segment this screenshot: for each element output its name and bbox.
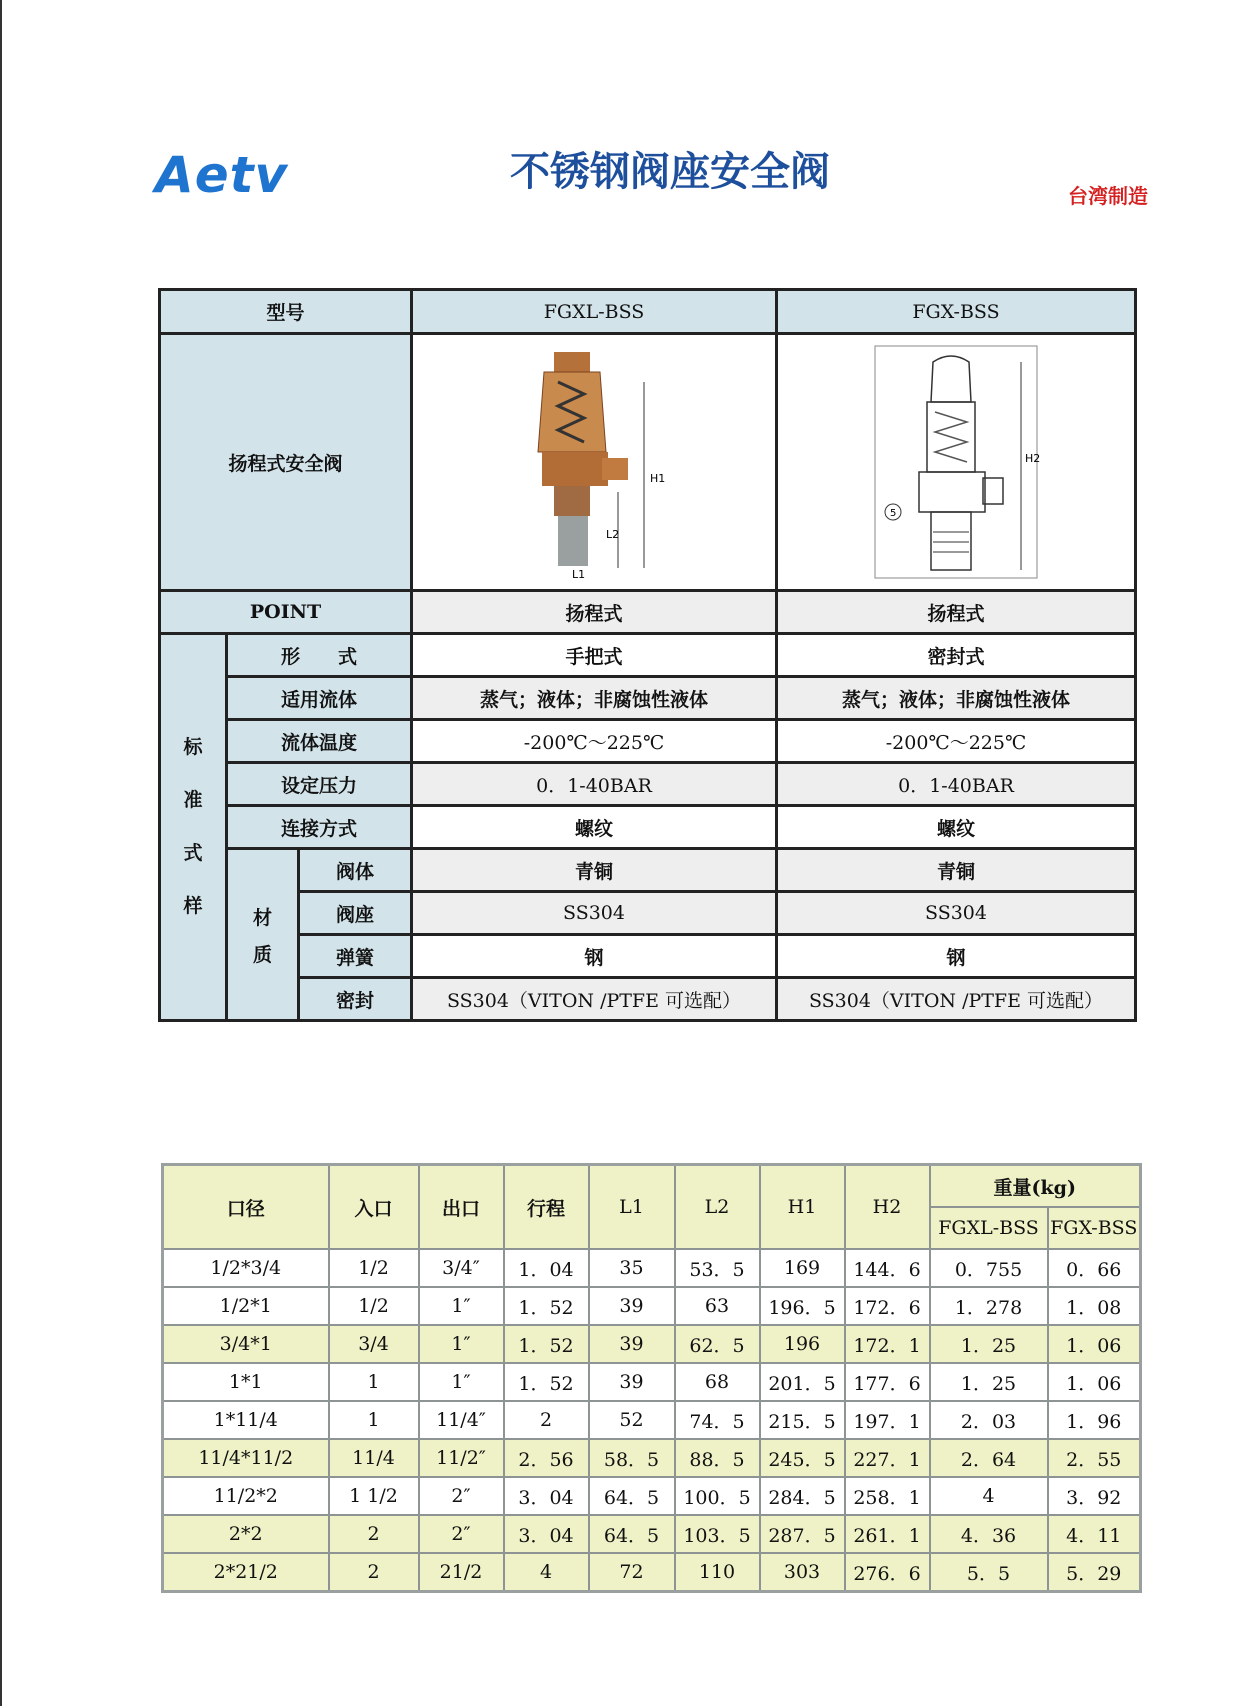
dims-cell: 62．5 <box>675 1325 760 1363</box>
dims-row <box>163 1401 1141 1439</box>
dims-cell: 5．5 <box>930 1553 1048 1592</box>
material-cell: SS304（VITON /PTFE 可选配） <box>777 978 1136 1021</box>
dims-cell: 3/4 <box>329 1325 419 1363</box>
dims-cell: 88．5 <box>675 1439 760 1477</box>
material-cell: SS304 <box>412 892 777 935</box>
fgx-h2-label: H2 <box>1025 452 1041 465</box>
dims-body <box>163 1249 1141 1592</box>
fgxl-l2-label: L2 <box>606 528 620 541</box>
fgx-drawing-cell <box>777 334 1136 591</box>
dims-row <box>163 1325 1141 1363</box>
dims-header-cell: H2 <box>845 1165 930 1250</box>
dims-cell: 11/2″ <box>419 1439 504 1477</box>
dims-cell: 1 <box>329 1363 419 1401</box>
dims-cell: 64．5 <box>589 1515 675 1553</box>
dims-header-cell: L1 <box>589 1165 675 1250</box>
dims-row <box>163 1553 1141 1592</box>
dims-cell: 100．5 <box>675 1477 760 1515</box>
dims-cell: 2″ <box>419 1477 504 1515</box>
dims-row <box>163 1477 1141 1515</box>
dims-cell: 227．1 <box>845 1439 930 1477</box>
spec-row <box>160 720 1136 763</box>
dims-cell: 284．5 <box>760 1477 845 1515</box>
dims-row <box>163 1439 1141 1477</box>
fgxl-h1-label: H1 <box>650 472 666 485</box>
dims-cell: 3．92 <box>1048 1477 1141 1515</box>
dims-cell: 58．5 <box>589 1439 675 1477</box>
image-row <box>160 334 1136 591</box>
dims-cell: 303 <box>760 1553 845 1592</box>
weight-sub-fgxl: FGXL-BSS <box>930 1207 1048 1249</box>
material-cell: 钢 <box>777 935 1136 978</box>
dims-cell: 3/4″ <box>419 1249 504 1287</box>
dims-cell: 1．08 <box>1048 1287 1141 1325</box>
model-fgx: FGX-BSS <box>777 290 1136 334</box>
material-row-label: 密封 <box>299 978 412 1021</box>
material-char: 质 <box>252 943 272 966</box>
dims-cell: 2 <box>329 1515 419 1553</box>
dims-cell: 1/2 <box>329 1287 419 1325</box>
dimensions-table <box>161 1163 1142 1593</box>
spec-cell: 密封式 <box>777 634 1136 677</box>
dims-cell: 172．1 <box>845 1325 930 1363</box>
material-row-label: 阀座 <box>299 892 412 935</box>
spec-cell: -200℃～225℃ <box>777 720 1136 763</box>
dims-cell: 11/4″ <box>419 1401 504 1439</box>
dims-cell: 1．96 <box>1048 1401 1141 1439</box>
dims-header-cell: L2 <box>675 1165 760 1250</box>
dims-cell: 196．5 <box>760 1287 845 1325</box>
dims-cell: 2．56 <box>504 1439 589 1477</box>
material-row <box>160 892 1136 935</box>
dims-header-row <box>163 1165 1141 1208</box>
weight-sub-fgx: FGX-BSS <box>1048 1207 1141 1249</box>
spec-table <box>158 288 1137 1022</box>
dims-cell: 52 <box>589 1401 675 1439</box>
dims-header-cell: 行程 <box>504 1165 589 1250</box>
group-char: 标 <box>183 736 203 758</box>
dims-row <box>163 1515 1141 1553</box>
spec-header-row <box>160 290 1136 334</box>
spec-row <box>160 806 1136 849</box>
dims-header-cell: H1 <box>760 1165 845 1250</box>
spec-cell: 0．1-40BAR <box>412 763 777 806</box>
point-fgx: 扬程式 <box>777 591 1136 634</box>
dims-cell: 3．04 <box>504 1515 589 1553</box>
dims-cell: 1．06 <box>1048 1363 1141 1401</box>
spec-cell: 蒸气；液体；非腐蚀性液体 <box>412 677 777 720</box>
fgxl-drawing-cell <box>412 334 777 591</box>
dims-cell: 144．6 <box>845 1249 930 1287</box>
dims-cell: 2．03 <box>930 1401 1048 1439</box>
dims-cell: 1/2 <box>329 1249 419 1287</box>
spec-cell: 螺纹 <box>412 806 777 849</box>
dims-cell: 276．6 <box>845 1553 930 1592</box>
spec-row-label: 形 式 <box>227 634 412 677</box>
dims-cell: 177．6 <box>845 1363 930 1401</box>
dims-cell: 258．1 <box>845 1477 930 1515</box>
spec-row-label: 适用流体 <box>227 677 412 720</box>
material-row-label: 弹簧 <box>299 935 412 978</box>
material-cell: 青铜 <box>412 849 777 892</box>
dims-cell: 1．25 <box>930 1325 1048 1363</box>
dims-cell: 172．6 <box>845 1287 930 1325</box>
dims-cell: 1/2*1 <box>163 1287 329 1325</box>
group-char: 样 <box>183 895 203 917</box>
material-row <box>160 849 1136 892</box>
spec-row-label: 设定压力 <box>227 763 412 806</box>
dims-cell: 5．29 <box>1048 1553 1141 1592</box>
material-group-label <box>227 849 299 1021</box>
dims-cell: 2*2 <box>163 1515 329 1553</box>
dims-cell: 1．278 <box>930 1287 1048 1325</box>
dims-cell: 2．55 <box>1048 1439 1141 1477</box>
material-char: 材 <box>252 906 272 929</box>
weight-header: 重量(kg) <box>930 1165 1141 1208</box>
dims-cell: 11/4*11/2 <box>163 1439 329 1477</box>
material-cell: SS304 <box>777 892 1136 935</box>
dims-cell: 4．11 <box>1048 1515 1141 1553</box>
dims-header-cell: 口径 <box>163 1165 329 1250</box>
page-title: 不锈钢阀座安全阀 <box>510 148 830 195</box>
dims-cell: 1*1 <box>163 1363 329 1401</box>
material-cell: 钢 <box>412 935 777 978</box>
dims-cell: 261．1 <box>845 1515 930 1553</box>
dims-cell: 197．1 <box>845 1401 930 1439</box>
fgxl-valve-drawing-icon <box>514 342 674 582</box>
spec-cell: 螺纹 <box>777 806 1136 849</box>
point-row <box>160 591 1136 634</box>
dims-cell: 0．66 <box>1048 1249 1141 1287</box>
dims-cell: 74．5 <box>675 1401 760 1439</box>
dims-cell: 1/2*3/4 <box>163 1249 329 1287</box>
dims-cell: 35 <box>589 1249 675 1287</box>
material-row-label: 阀体 <box>299 849 412 892</box>
dims-cell: 0．755 <box>930 1249 1048 1287</box>
spec-row <box>160 677 1136 720</box>
image-row-label: 扬程式安全阀 <box>160 334 412 591</box>
spec-row <box>160 763 1136 806</box>
dims-cell: 21/2 <box>419 1553 504 1592</box>
model-fgxl: FGXL-BSS <box>412 290 777 334</box>
dims-cell: 1″ <box>419 1363 504 1401</box>
fgx-valve-drawing-icon <box>871 342 1041 582</box>
dims-cell: 110 <box>675 1553 760 1592</box>
dims-cell: 2″ <box>419 1515 504 1553</box>
dims-cell: 1．04 <box>504 1249 589 1287</box>
dims-header-cell: 入口 <box>329 1165 419 1250</box>
dims-cell: 53．5 <box>675 1249 760 1287</box>
dims-cell: 169 <box>760 1249 845 1287</box>
page-left-border <box>0 0 2 1706</box>
dims-cell: 201．5 <box>760 1363 845 1401</box>
dims-cell: 1．06 <box>1048 1325 1141 1363</box>
dims-cell: 1．25 <box>930 1363 1048 1401</box>
dims-cell: 1．52 <box>504 1325 589 1363</box>
dims-cell: 2 <box>504 1401 589 1439</box>
dims-cell: 103．5 <box>675 1515 760 1553</box>
fgx-part-5-label: 5 <box>890 508 897 519</box>
dims-cell: 1″ <box>419 1287 504 1325</box>
material-row <box>160 978 1136 1021</box>
dims-cell: 63 <box>675 1287 760 1325</box>
dims-cell: 39 <box>589 1363 675 1401</box>
dims-cell: 2*21/2 <box>163 1553 329 1592</box>
material-row <box>160 935 1136 978</box>
spec-row-label: 流体温度 <box>227 720 412 763</box>
point-label: POINT <box>160 591 412 634</box>
standard-group-label <box>160 634 227 1021</box>
dims-cell: 64．5 <box>589 1477 675 1515</box>
spec-row-label: 连接方式 <box>227 806 412 849</box>
dims-cell: 1．52 <box>504 1363 589 1401</box>
dims-row <box>163 1249 1141 1287</box>
dims-cell: 39 <box>589 1325 675 1363</box>
dims-cell: 1 1/2 <box>329 1477 419 1515</box>
group-char: 准 <box>183 789 203 811</box>
spec-cell: 蒸气；液体；非腐蚀性液体 <box>777 677 1136 720</box>
dims-cell: 1″ <box>419 1325 504 1363</box>
dims-cell: 72 <box>589 1553 675 1592</box>
dims-row <box>163 1363 1141 1401</box>
dims-cell: 11/2*2 <box>163 1477 329 1515</box>
dims-cell: 1 <box>329 1401 419 1439</box>
dims-cell: 287．5 <box>760 1515 845 1553</box>
material-cell: 青铜 <box>777 849 1136 892</box>
dims-cell: 1*11/4 <box>163 1401 329 1439</box>
dims-cell: 3．04 <box>504 1477 589 1515</box>
point-fgxl: 扬程式 <box>412 591 777 634</box>
group-char: 式 <box>183 842 203 864</box>
model-label: 型号 <box>160 290 412 334</box>
dims-cell: 196 <box>760 1325 845 1363</box>
dims-cell: 4 <box>504 1553 589 1592</box>
spec-row <box>160 634 1136 677</box>
dims-cell: 11/4 <box>329 1439 419 1477</box>
dims-cell: 1．52 <box>504 1287 589 1325</box>
spec-cell: 手把式 <box>412 634 777 677</box>
spec-cell: -200℃～225℃ <box>412 720 777 763</box>
brand-logo: Aetv <box>155 146 289 204</box>
dims-cell: 215．5 <box>760 1401 845 1439</box>
dims-cell: 4 <box>930 1477 1048 1515</box>
fgxl-l1-label: L1 <box>572 568 586 581</box>
dims-header-cell: 出口 <box>419 1165 504 1250</box>
spec-cell: 0．1-40BAR <box>777 763 1136 806</box>
dims-cell: 2．64 <box>930 1439 1048 1477</box>
made-in-label: 台湾制造 <box>1068 184 1148 208</box>
dims-row <box>163 1287 1141 1325</box>
material-cell: SS304（VITON /PTFE 可选配） <box>412 978 777 1021</box>
dims-cell: 2 <box>329 1553 419 1592</box>
dims-cell: 68 <box>675 1363 760 1401</box>
dims-cell: 245．5 <box>760 1439 845 1477</box>
dims-cell: 4．36 <box>930 1515 1048 1553</box>
dims-cell: 39 <box>589 1287 675 1325</box>
dims-cell: 3/4*1 <box>163 1325 329 1363</box>
